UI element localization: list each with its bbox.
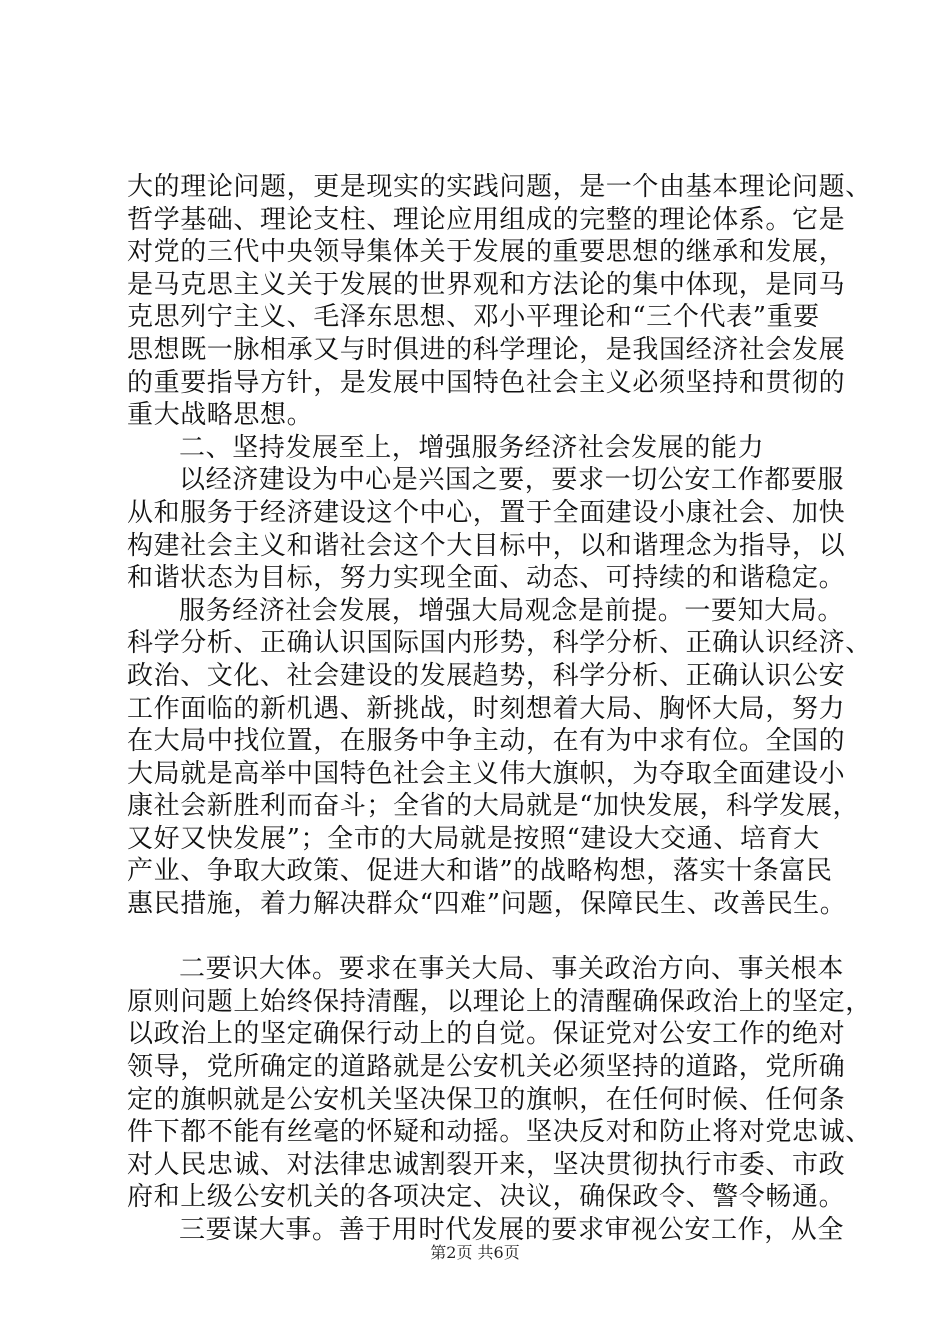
text-line: 又好又快发展”；全市的大局就是按照“建设大交通、培育大 (127, 823, 820, 854)
text-line: 定的旗帜就是公安机关坚决保卫的旗帜，在任何时候、任何条 (127, 1084, 846, 1115)
paragraph-economic-center (127, 464, 846, 594)
text-line: 件下都不能有丝毫的怀疑和动摇。坚决反对和防止将对党忠诚、 (127, 1117, 872, 1148)
text-line: 二要识大体。要求在事关大局、事关政治方向、事关根本 (179, 954, 845, 985)
text-line: 惠民措施，着力解决群众“四难”问题，保障民生、改善民生。 (127, 889, 847, 920)
section-heading: 二、坚持发展至上，增强服务经济社会发展的能力 (179, 432, 765, 463)
text-line: 产业、争取大政策、促进大和谐”的战略构想，落实十条富民 (127, 856, 833, 887)
paragraph-continued (127, 171, 872, 432)
text-line: 构建社会主义和谐社会这个大目标中，以和谐理念为指导，以 (127, 530, 846, 561)
paragraph-spacer (127, 921, 837, 954)
text-line: 思想既一脉相承又与时俱进的科学理论，是我国经济社会发展 (127, 334, 846, 365)
text-line: 的重要指导方针，是发展中国特色社会主义必须坚持和贯彻的 (127, 367, 846, 398)
text-line: 对党的三代中央领导集体关于发展的重要思想的继承和发展， (127, 237, 846, 268)
text-line: 和谐状态为目标，努力实现全面、动态、可持续的和谐稳定。 (127, 563, 846, 594)
text-line: 服务经济社会发展，增强大局观念是前提。一要知大局。 (179, 595, 845, 626)
text-line: 克思列宁主义、毛泽东思想、邓小平理论和“三个代表”重要 (127, 302, 820, 333)
text-line: 科学分析、正确认识国际国内形势，科学分析、正确认识经济、 (127, 628, 872, 659)
text-line: 康社会新胜利而奋斗；全省的大局就是“加快发展，科学发展， (127, 791, 860, 822)
page-number-footer: 第2页 共6页 (430, 1243, 520, 1262)
text-line: 对人民忠诚、对法律忠诚割裂开来，坚决贯彻执行市委、市政 (127, 1149, 846, 1180)
text-line: 以经济建设为中心是兴国之要，要求一切公安工作都要服 (179, 465, 845, 496)
paragraph-understand-overall (127, 953, 872, 1214)
text-line: 以政治上的坚定确保行动上的自觉。保证党对公安工作的绝对 (127, 1019, 846, 1050)
text-line: 三要谋大事。善于用时代发展的要求审视公安工作，从全 (179, 1215, 845, 1245)
text-line: 原则问题上始终保持清醒，以理论上的清醒确保政治上的坚定， (127, 986, 872, 1017)
text-line: 大局就是高举中国特色社会主义伟大旗帜，为夺取全面建设小 (127, 758, 846, 789)
text-line: 在大局中找位置，在服务中争主动，在有为中求有位。全国的 (127, 726, 846, 757)
document-body (127, 171, 872, 1247)
text-line: 府和上级公安机关的各项决定、决议，确保政令、警令畅通。 (127, 1182, 846, 1213)
text-line: 大的理论问题，更是现实的实践问题，是一个由基本理论问题、 (127, 172, 872, 202)
text-line: 哲学基础、理论支柱、理论应用组成的完整的理论体系。它是 (127, 204, 846, 235)
paragraph-know-big-picture (127, 595, 872, 921)
text-line: 是马克思主义关于发展的世界观和方法论的集中体现，是同马 (127, 269, 846, 300)
text-line: 重大战略思想。 (127, 400, 314, 431)
text-line: 工作面临的新机遇、新挑战，时刻想着大局、胸怀大局，努力 (127, 693, 846, 724)
text-line: 从和服务于经济建设这个中心，置于全面建设小康社会、加快 (127, 497, 846, 528)
text-line: 政治、文化、社会建设的发展趋势，科学分析、正确认识公安 (127, 660, 846, 691)
text-line: 领导，党所确定的道路就是公安机关必须坚持的道路，党所确 (127, 1052, 846, 1083)
